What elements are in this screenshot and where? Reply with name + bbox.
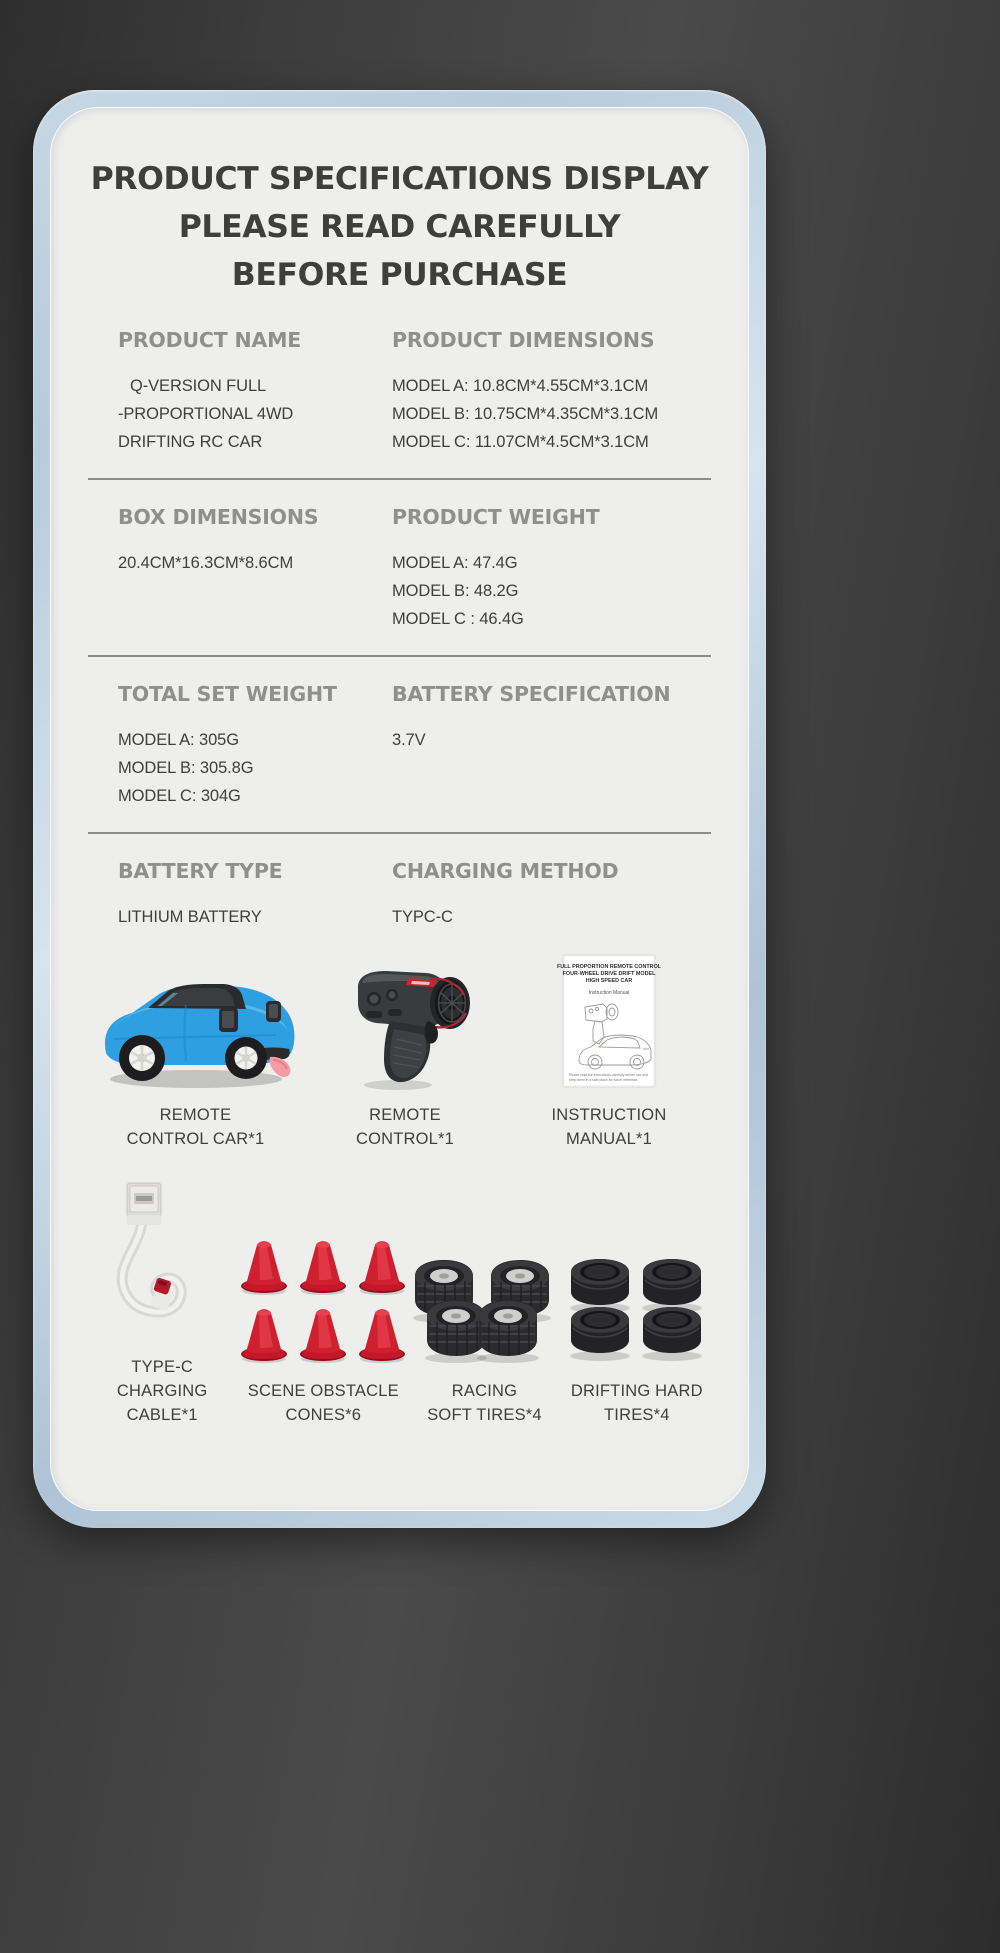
instruction-manual-image xyxy=(507,943,711,1091)
caption-line-2: TIRES*4 xyxy=(604,1406,670,1424)
content-item-charging-cable xyxy=(86,1173,238,1427)
caption-line-2: SOFT TIRES*4 xyxy=(427,1406,542,1424)
spec-value: TYPC-C xyxy=(392,908,453,926)
spec-value: -PROPORTIONAL 4WD xyxy=(118,405,294,423)
caption-line-2: CONTROL CAR*1 xyxy=(126,1130,265,1148)
spec-value: Q-VERSION FULL xyxy=(130,377,267,395)
spec-cell-product-dimensions xyxy=(392,325,719,456)
spec-label-product-weight: PRODUCT WEIGHT xyxy=(392,505,600,529)
spec-value: MODEL B: 10.75CM*4.35CM*3.1CM xyxy=(392,405,659,423)
spec-value: LITHIUM BATTERY xyxy=(118,908,262,926)
spec-values-product-name xyxy=(118,372,392,456)
divider xyxy=(88,478,711,480)
content-caption-rc-car xyxy=(88,1103,303,1151)
manual-heading-line-3: HIGH SPEED CAR xyxy=(585,978,633,984)
spec-cell-battery-type xyxy=(80,856,392,931)
spec-cell-product-name xyxy=(80,325,392,456)
caption-line-2: CONES*6 xyxy=(285,1406,362,1424)
package-contents-row-1 xyxy=(80,943,719,1151)
usb-c-cable-image xyxy=(86,1173,238,1343)
rc-car-image xyxy=(88,943,303,1091)
manual-subtitle: Instruction Manual xyxy=(588,990,630,996)
manual-heading-line-2: FOUR-WHEEL DRIVE DRIFT MODEL xyxy=(562,971,656,977)
spec-label-charging-method: CHARGING METHOD xyxy=(392,859,619,883)
product-spec-card-inner xyxy=(50,107,749,1511)
spec-label-product-name: PRODUCT NAME xyxy=(118,328,302,352)
divider xyxy=(88,655,711,657)
caption-line-2: CABLE*1 xyxy=(126,1406,198,1424)
caption-line-1: DRIFTING HARD xyxy=(570,1382,703,1400)
package-contents-row-2 xyxy=(80,1173,719,1427)
caption-line-1: RACING xyxy=(451,1382,518,1400)
spec-values-battery-type xyxy=(118,903,392,931)
content-item-instruction-manual xyxy=(507,943,711,1151)
spec-cell-charging-method xyxy=(392,856,719,931)
content-caption-soft-tires xyxy=(408,1379,560,1427)
spec-value: MODEL A: 47.4G xyxy=(392,554,518,572)
manual-footnote-line-2: keep them in a safe place for future reference. xyxy=(569,1078,639,1082)
spec-values-product-dimensions xyxy=(392,372,719,456)
specification-table xyxy=(80,325,719,931)
caption-line-2: MANUAL*1 xyxy=(566,1130,652,1148)
spec-value: MODEL C : 46.4G xyxy=(392,610,524,628)
content-item-hard-tires xyxy=(561,1197,713,1427)
spec-row-box-dimensions xyxy=(80,502,719,633)
caption-line-1: INSTRUCTION xyxy=(551,1106,667,1124)
spec-value: DRIFTING RC CAR xyxy=(118,433,263,451)
spec-cell-box-dimensions xyxy=(80,502,392,633)
spec-values-charging-method xyxy=(392,903,719,931)
content-caption-obstacle-cones xyxy=(238,1379,408,1427)
content-caption-charging-cable xyxy=(86,1355,238,1427)
title-line-3: BEFORE PURCHASE xyxy=(231,257,568,293)
spec-label-total-set-weight: TOTAL SET WEIGHT xyxy=(118,682,337,706)
divider xyxy=(88,832,711,834)
caption-line-1: REMOTE xyxy=(369,1106,441,1124)
spec-value: MODEL A: 10.8CM*4.55CM*3.1CM xyxy=(392,377,649,395)
traffic-cones-image xyxy=(238,1197,408,1367)
spec-label-product-dimensions: PRODUCT DIMENSIONS xyxy=(392,328,655,352)
spec-value: MODEL C: 304G xyxy=(118,787,241,805)
caption-line-1: SCENE OBSTACLE xyxy=(247,1382,399,1400)
spec-row-total-set-weight xyxy=(80,679,719,810)
caption-line-2: CONTROL*1 xyxy=(355,1130,455,1148)
spec-cell-product-weight xyxy=(392,502,719,633)
spec-values-product-weight xyxy=(392,549,719,633)
spec-label-battery-type: BATTERY TYPE xyxy=(118,859,283,883)
spec-cell-total-set-weight xyxy=(80,679,392,810)
remote-controller-image xyxy=(303,943,507,1091)
spec-row-battery-type xyxy=(80,856,719,931)
product-spec-card-frame xyxy=(33,90,766,1528)
spec-values-box-dimensions xyxy=(118,549,392,577)
spec-value: 20.4CM*16.3CM*8.6CM xyxy=(118,554,294,572)
manual-footnote-line-1: Please read the instructions carefully before use and xyxy=(569,1073,648,1077)
spec-row-product-name xyxy=(80,325,719,456)
content-caption-hard-tires xyxy=(561,1379,713,1427)
content-caption-instruction-manual xyxy=(507,1103,711,1151)
soft-tires-image xyxy=(408,1197,560,1367)
spec-value: MODEL A: 305G xyxy=(118,731,239,749)
content-item-remote-control xyxy=(303,943,507,1151)
content-item-obstacle-cones xyxy=(238,1197,408,1427)
spec-value: MODEL C: 11.07CM*4.5CM*3.1CM xyxy=(392,433,649,451)
hard-tires-image xyxy=(561,1197,713,1367)
caption-line-1: TYPE-C CHARGING xyxy=(116,1358,208,1400)
content-item-rc-car xyxy=(88,943,303,1151)
spec-values-total-set-weight xyxy=(118,726,392,810)
spec-value: MODEL B: 305.8G xyxy=(118,759,254,777)
page-title xyxy=(80,107,719,299)
title-line-1: PRODUCT SPECIFICATIONS DISPLAY xyxy=(90,161,709,197)
content-caption-remote-control xyxy=(303,1103,507,1151)
spec-value: MODEL B: 48.2G xyxy=(392,582,519,600)
content-item-soft-tires xyxy=(408,1197,560,1427)
spec-label-box-dimensions: BOX DIMENSIONS xyxy=(118,505,319,529)
spec-values-battery-specification xyxy=(392,726,719,754)
title-line-2: PLEASE READ CAREFULLY xyxy=(178,209,621,245)
spec-value: 3.7V xyxy=(392,731,426,749)
spec-label-battery-specification: BATTERY SPECIFICATION xyxy=(392,682,671,706)
caption-line-1: REMOTE xyxy=(159,1106,232,1124)
product-spec-sheet xyxy=(50,107,749,1511)
manual-heading-line-1: FULL PROPORTION REMOTE CONTROL xyxy=(556,964,662,970)
spec-cell-battery-specification xyxy=(392,679,719,810)
